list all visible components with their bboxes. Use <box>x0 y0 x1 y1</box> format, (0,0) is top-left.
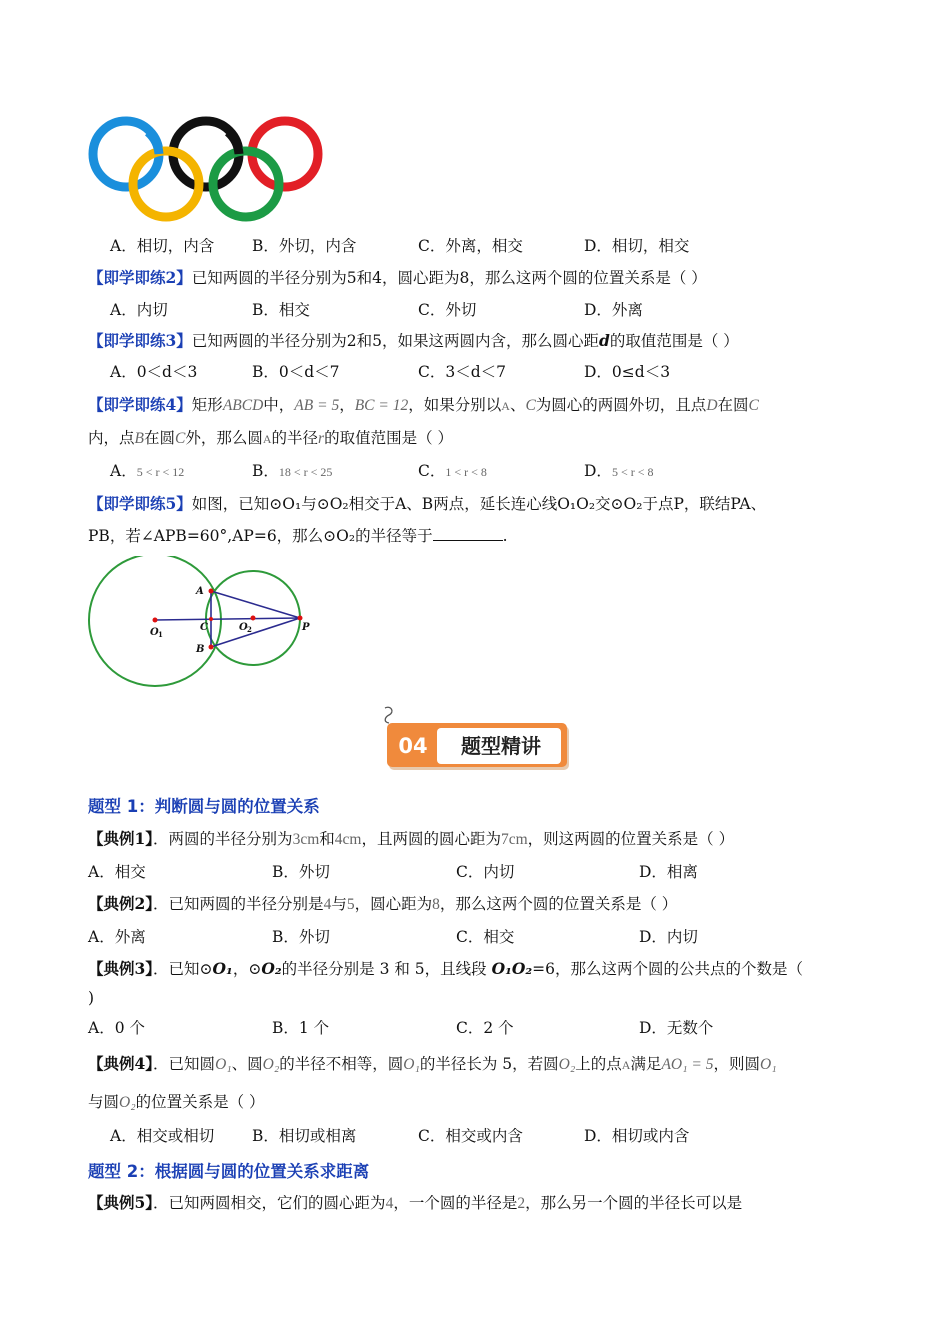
ex3-t2: ，⊙ <box>232 960 262 978</box>
q5-question-line1 <box>88 494 766 514</box>
option-a: A．相切，内含 <box>110 237 215 255</box>
type1-heading: 题型 1：判断圆与圆的位置关系 <box>88 797 320 816</box>
olympic-rings-image <box>86 114 326 224</box>
option-c: C．3＜d＜7 <box>418 363 507 381</box>
ex4-t5: 上的点 <box>575 1055 622 1073</box>
label-o2: O <box>239 622 248 633</box>
label-o1: O <box>150 627 159 638</box>
q4-b: B <box>134 430 144 447</box>
q4-l2a: 内，点 <box>88 429 135 447</box>
ex5-question <box>88 1193 742 1214</box>
q2-text: 已知两圆的半径分别为5和4，圆心距为8，那么这两个圆的位置关系是（ ） <box>191 269 707 287</box>
ex4-l2b: 的位置关系是（ ） <box>135 1093 265 1111</box>
q4-a: A <box>501 399 510 413</box>
option-d: D．0≤d＜3 <box>584 363 671 381</box>
option-d: D．相离 <box>639 863 698 881</box>
option-d: D．相切，相交 <box>584 237 690 255</box>
q4-t7: 在圆 <box>717 396 749 414</box>
ex3-question-line2: ) <box>88 989 95 1007</box>
q4-t1: 矩形 <box>191 396 223 414</box>
point-p <box>298 616 303 621</box>
q4-t5: 、 <box>509 396 526 414</box>
ex4-t4: 的半径长为 5，若圆 <box>419 1055 559 1073</box>
option-c: C．内切 <box>456 863 515 881</box>
ex2-t2: 与 <box>331 895 347 913</box>
type2-heading: 题型 2：根据圆与圆的位置关系求距离 <box>88 1162 370 1181</box>
ex1-m3: 7cm <box>500 831 528 848</box>
q5-label: 【即学即练5】 <box>88 494 192 513</box>
option-c: C．外切 <box>418 301 477 319</box>
ex1-t4: ，则这两圆的位置关系是（ ） <box>527 830 735 848</box>
ex3-o2: O₂ <box>261 959 282 978</box>
q4-question-line2 <box>88 428 453 449</box>
option-c: C．相交或内含 <box>418 1127 523 1145</box>
ex1-t1: ．两圆的半径分别为 <box>153 830 293 848</box>
q4-l2b: 在圆 <box>143 429 175 447</box>
option-b: B．18 < r < 25 <box>252 462 333 480</box>
ex4-o1c: O₁ <box>760 1056 777 1073</box>
ex4-o2b: O₂ <box>558 1056 576 1073</box>
ex1-t3: ，且两圆的圆心距为 <box>361 830 501 848</box>
ex4-question-line1 <box>88 1054 777 1075</box>
option-b: B．外切 <box>272 863 330 881</box>
ex2-t4: ，那么这两个圆的位置关系是（ ） <box>439 895 678 913</box>
banner-number: 04 <box>398 734 428 758</box>
q5-end: . <box>502 527 508 545</box>
ex5-m1: 4 <box>385 1195 394 1212</box>
point-b <box>209 645 214 650</box>
option-c: C．2 个 <box>456 1019 514 1037</box>
ex3-question-line1 <box>88 959 803 979</box>
q2-label: 【即学即练2】 <box>88 268 192 287</box>
option-b: B．1 个 <box>272 1019 330 1037</box>
option-b: B．外切 <box>272 928 330 946</box>
ex3-t3: 的半径分别是 3 和 5，且线段 <box>281 960 492 978</box>
option-a: A．0 个 <box>88 1019 145 1037</box>
ex4-a: A <box>621 1058 631 1072</box>
q4-l2d: 的半径 <box>271 429 319 447</box>
q3-var: d <box>599 331 610 350</box>
ex2-m3: 8 <box>432 896 440 913</box>
ex2-t1: ．已知两圆的半径分别是 <box>153 895 324 913</box>
q5-line2: PB，若∠APB=60°,AP=6，那么⊙O₂的半径等于 <box>88 527 433 545</box>
label-p: P <box>302 622 310 633</box>
ex4-t2: 、圆 <box>231 1055 263 1073</box>
option-b: B．相切或相离 <box>252 1127 357 1145</box>
q4-c: C <box>525 397 536 414</box>
q4-label: 【即学即练4】 <box>88 395 192 414</box>
segment-o1p <box>155 618 300 620</box>
ex4-o1: O₁ <box>215 1056 232 1073</box>
q2-question <box>88 268 707 288</box>
section-banner <box>385 706 570 768</box>
ex2-question <box>88 894 677 915</box>
ex1-m2: 4cm <box>334 831 362 848</box>
ex4-o1b: O₁ <box>403 1056 420 1073</box>
option-d: D．内切 <box>639 928 698 946</box>
ex5-m2: 2 <box>517 1195 526 1212</box>
option-a: A．0＜d＜3 <box>110 363 198 381</box>
option-c: C．1 < r < 8 <box>418 462 487 480</box>
ex2-t3: ，圆心距为 <box>354 895 433 913</box>
ex3-o1: O₁ <box>212 959 233 978</box>
option-d: D．外离 <box>584 301 643 319</box>
q4-t6: 为圆心的两圆外切，且点 <box>535 396 707 414</box>
ex4-label: 【典例4】 <box>88 1054 154 1073</box>
q4-t2: 中， <box>263 396 295 414</box>
segment-bp <box>211 618 300 647</box>
option-d: D．相切或内含 <box>584 1127 690 1145</box>
ex4-o2: O₂ <box>262 1056 280 1073</box>
ex5-t1: ．已知两圆相交，它们的圆心距为 <box>153 1194 386 1212</box>
ex5-t2: ，一个圆的半径是 <box>393 1194 518 1212</box>
label-a: A <box>196 586 204 597</box>
ex4-t6: 满足 <box>630 1055 662 1073</box>
q4-bc: BC = 12 <box>354 397 409 414</box>
option-b: B．外切，内含 <box>252 237 357 255</box>
q5-question-line2 <box>88 526 508 546</box>
ex4-t3: 的半径不相等，圆 <box>279 1055 404 1073</box>
q4-t3: ， <box>339 396 355 414</box>
label-o2-sub: 2 <box>247 625 252 634</box>
ex3-t4: =6，那么这两个圆的公共点的个数是（ <box>532 960 804 978</box>
label-b: B <box>196 644 205 655</box>
ex1-t2: 和 <box>319 830 335 848</box>
label-c: C <box>200 622 208 633</box>
point-o2 <box>251 616 256 621</box>
point-a <box>209 589 214 594</box>
ex4-l2a: 与圆 <box>88 1093 120 1111</box>
ex2-m2: 5 <box>346 896 355 913</box>
banner-title: 题型精讲 <box>461 734 541 758</box>
ex4-t7: ，则圆 <box>713 1055 760 1073</box>
ex2-m1: 4 <box>323 896 332 913</box>
ex5-t3: ，那么另一个圆的半径长可以是 <box>525 1194 743 1212</box>
option-d: D．无数个 <box>639 1019 714 1037</box>
option-d: D．5 < r < 8 <box>584 462 654 480</box>
option-a: A．相交 <box>88 863 146 881</box>
point-c <box>209 617 213 621</box>
ex3-o1o2: O₁O₂ <box>491 959 533 978</box>
q4-d: D <box>706 397 718 414</box>
ex4-o2c: O₂ <box>119 1094 136 1111</box>
q4-l2e: 的取值范围是（ ） <box>324 429 454 447</box>
q5-line1: 如图，已知⊙O₁与⊙O₂相交于A、B两点，延长连心线O₁O₂交⊙O₂于点P，联结PA、 <box>191 495 767 513</box>
ex4-ao1: AO₁ = 5 <box>661 1056 714 1073</box>
option-a: A．相交或相切 <box>110 1127 215 1145</box>
q3-question <box>88 331 739 351</box>
point-o1 <box>153 618 158 623</box>
option-a: A．外离 <box>88 928 146 946</box>
q4-question-line1 <box>88 395 759 416</box>
ex4-t1: ．已知圆 <box>153 1055 216 1073</box>
option-b: B．相交 <box>252 301 310 319</box>
option-c: C．相交 <box>456 928 515 946</box>
intersecting-circles-figure <box>86 556 326 691</box>
label-o1-sub: 1 <box>158 630 163 639</box>
q4-r: r <box>318 430 325 447</box>
option-c: C．外离，相交 <box>418 237 523 255</box>
ex5-label: 【典例5】 <box>88 1193 154 1212</box>
q3-label: 【即学即练3】 <box>88 331 192 350</box>
ex4-question-line2 <box>88 1092 265 1113</box>
ex3-t1: ．已知⊙ <box>153 960 213 978</box>
q4-a2: A <box>262 432 272 446</box>
q4-rect: ABCD <box>222 397 264 414</box>
ex3-label: 【典例3】 <box>88 959 154 978</box>
q3-text-end: 的取值范围是（ ） <box>609 332 739 350</box>
ex1-label: 【典例1】 <box>88 829 154 848</box>
ex1-m1: 3cm <box>292 831 320 848</box>
option-b: B．0＜d＜7 <box>252 363 340 381</box>
q4-c2: C <box>748 397 759 414</box>
q4-ab: AB = 5 <box>294 397 340 414</box>
q4-t4: ，如果分别以 <box>408 396 502 414</box>
answer-blank[interactable] <box>433 526 503 541</box>
option-a: A．内切 <box>110 301 168 319</box>
ex2-label: 【典例2】 <box>88 894 154 913</box>
q3-text: 已知两圆的半径分别为2和5，如果这两圆内含，那么圆心距 <box>191 332 600 350</box>
segment-ap <box>211 591 300 618</box>
ex1-question <box>88 829 734 850</box>
q4-c3: C <box>175 430 186 447</box>
q4-l2c: 外，那么圆 <box>185 429 263 447</box>
option-a: A．5 < r < 12 <box>110 462 185 480</box>
